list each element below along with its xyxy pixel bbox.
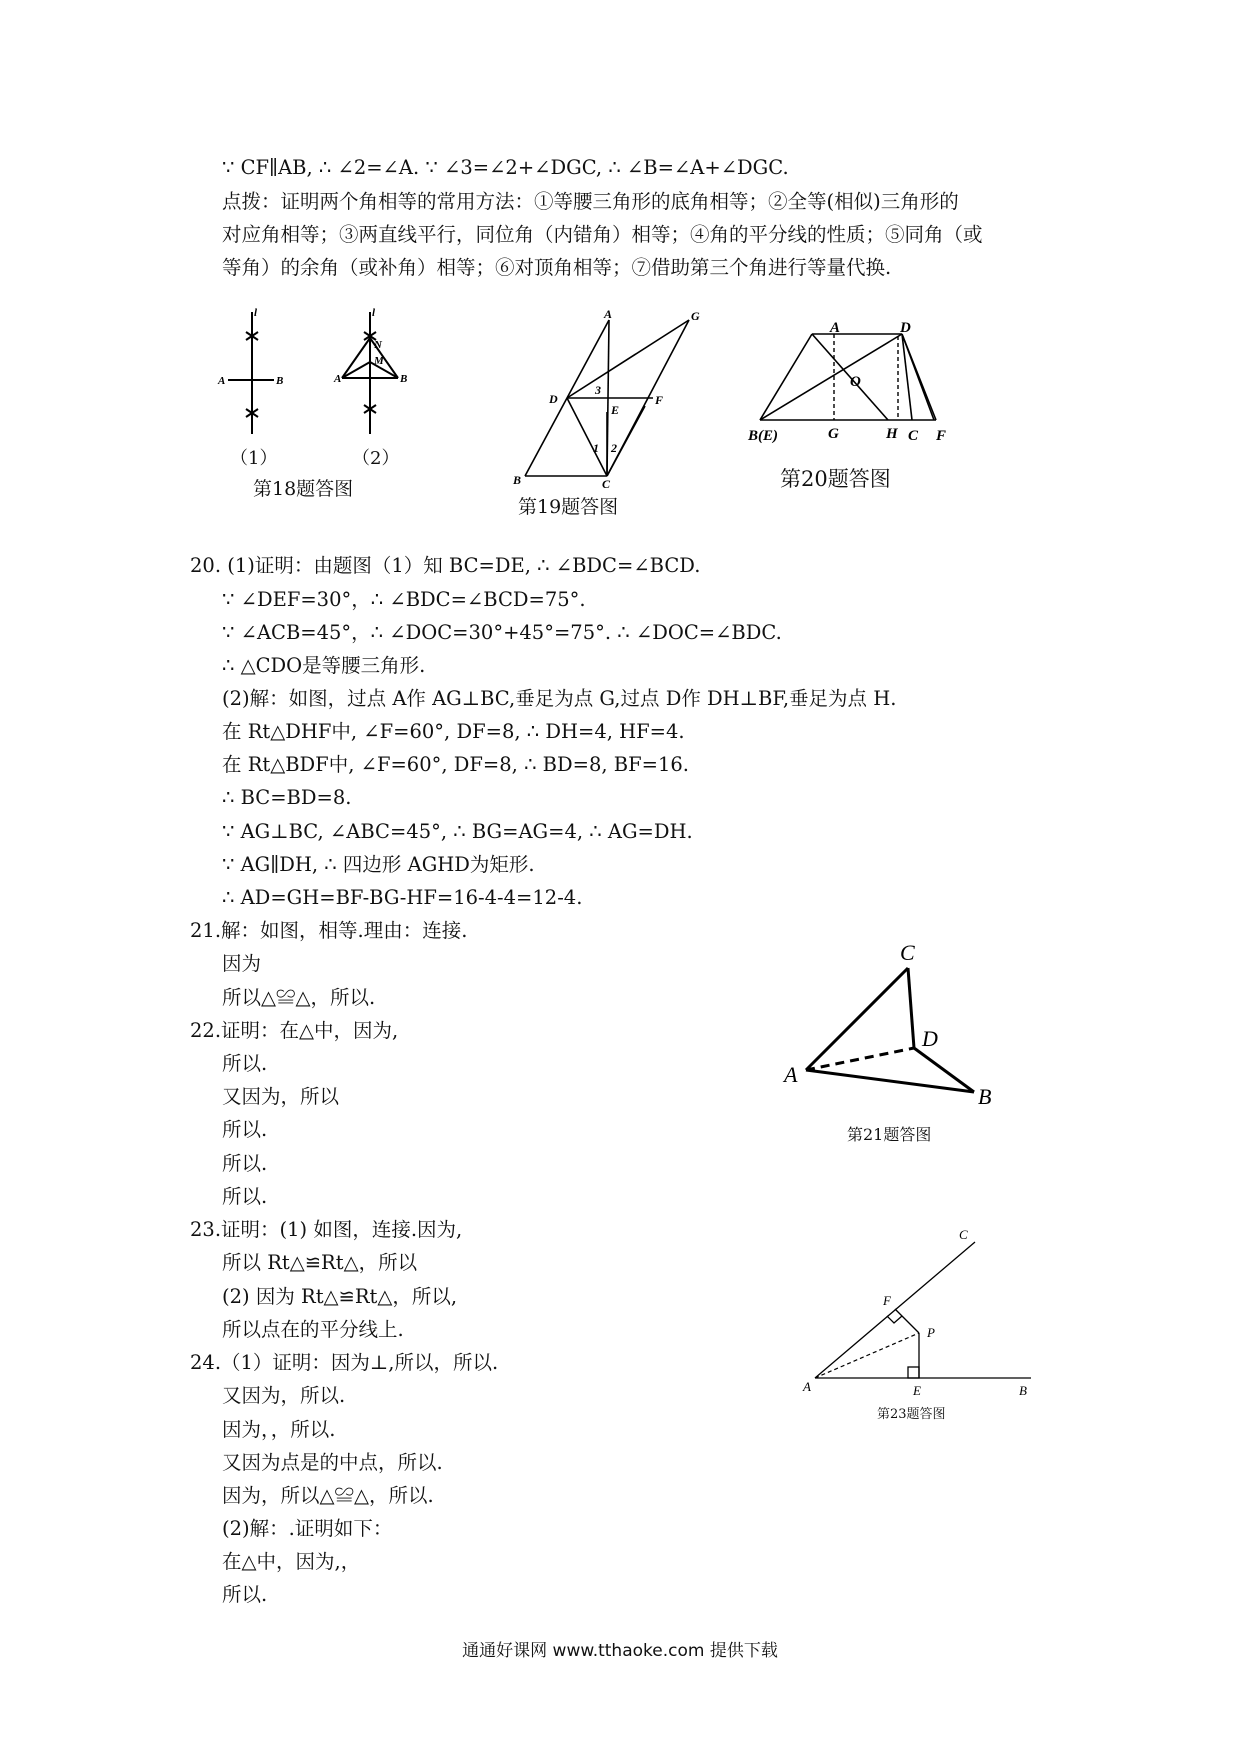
- q20-line-4: ∴ △CDO是等腰三角形.: [222, 654, 426, 677]
- q23-line-3: (2) 因为 Rt△≌Rt△，所以,: [222, 1285, 458, 1308]
- q21-line-2: 因为: [222, 952, 262, 975]
- q20-line-11: ∴ AD=GH=BF-BG-HF=16-4-4=12-4.: [222, 886, 583, 909]
- fig20-label-a: A: [830, 320, 841, 336]
- fig20-label-f: F: [936, 428, 947, 444]
- q24-line-5: 因为，所以△≌△，所以.: [222, 1484, 434, 1507]
- q24-line-2: 又因为，所以.: [222, 1384, 346, 1407]
- q24-line-4: 又因为点是的中点，所以.: [222, 1451, 443, 1474]
- fig18-label-l2: l: [372, 307, 376, 319]
- fig18-label-a2: A: [334, 373, 342, 385]
- fig19-label-e: E: [611, 403, 620, 417]
- fig23-label-p: P: [927, 1325, 935, 1340]
- figure-19: [505, 306, 705, 491]
- figure-18: [210, 306, 430, 456]
- fig19-label-f: F: [655, 393, 664, 407]
- q21-line-1: 21.解：如图，相等.理由：连接.: [190, 919, 468, 942]
- fig19-label-c: C: [602, 477, 611, 491]
- fig21-label-b: B: [978, 1084, 992, 1109]
- q20-line-1: 20. (1)证明：由题图（1）知 BC=DE, ∴ ∠BDC=∠BCD.: [190, 554, 701, 577]
- fig20-label-c: C: [908, 428, 919, 444]
- fig18-label-l1: l: [254, 307, 258, 319]
- figure-21: [770, 930, 1020, 1110]
- fig20-label-g: G: [828, 426, 839, 442]
- q24-line-1: 24.（1）证明：因为⊥,所以，所以.: [190, 1351, 499, 1374]
- q20-line-6: 在 Rt△DHF中, ∠F=60°, DF=8, ∴ DH=4, HF=4.: [222, 720, 685, 743]
- q21-line-3: 所以△≌△，所以.: [222, 986, 376, 1009]
- q20-line-5: (2)解：如图，过点 A作 AG⊥BC,垂足为点 G,过点 D作 DH⊥BF,垂足为点 H.: [222, 687, 897, 710]
- fig18-caption: 第18题答图: [253, 478, 354, 500]
- fig18-sub-2: （2）: [352, 448, 400, 469]
- q22-line-4: 所以.: [222, 1118, 268, 1141]
- intro-line-2: 点拨：证明两个角相等的常用方法：①等腰三角形的底角相等；②全等(相似)三角形的: [222, 190, 959, 213]
- fig19-label-a: A: [604, 307, 613, 321]
- q23-line-4: 所以点在的平分线上.: [222, 1318, 404, 1341]
- fig23-label-e: E: [913, 1383, 921, 1398]
- q22-line-1: 22.证明：在△中，因为,: [190, 1019, 399, 1042]
- q22-line-2: 所以.: [222, 1052, 268, 1075]
- fig21-label-a: A: [784, 1062, 798, 1087]
- fig20-label-o: O: [850, 374, 861, 390]
- intro-line-1: ∵ CF∥AB, ∴ ∠2=∠A. ∵ ∠3=∠2+∠DGC, ∴ ∠B=∠A+∠DGC.: [222, 156, 789, 179]
- figure-20: [748, 320, 970, 444]
- fig19-label-1: 1: [593, 441, 599, 455]
- q22-line-6: 所以.: [222, 1185, 268, 1208]
- fig19-label-g: G: [691, 309, 700, 323]
- fig18-label-m: M: [374, 355, 384, 367]
- q23-line-2: 所以 Rt△≌Rt△，所以: [222, 1251, 418, 1274]
- fig18-label-n: N: [374, 339, 382, 351]
- fig23-caption: 第23题答图: [877, 1407, 946, 1422]
- q24-line-7: 在△中，因为,，: [222, 1550, 361, 1573]
- page-footer: 通通好课网 www.tthaoke.com 提供下载: [462, 1641, 778, 1661]
- fig18-label-b1: B: [276, 375, 284, 387]
- fig19-label-b: B: [513, 473, 522, 487]
- fig21-label-d: D: [922, 1026, 938, 1051]
- fig19-label-2: 2: [611, 441, 617, 455]
- fig23-label-b: B: [1019, 1383, 1027, 1398]
- intro-line-4: 等角）的余角（或补角）相等；⑥对顶角相等；⑦借助第三个角进行等量代换.: [222, 256, 892, 279]
- q22-line-3: 又因为，所以: [222, 1085, 340, 1108]
- q20-line-3: ∵ ∠ACB=45°，∴ ∠DOC=30°+45°=75°. ∴ ∠DOC=∠BDC.: [222, 621, 782, 644]
- q24-line-6: (2)解：.证明如下：: [222, 1517, 393, 1540]
- fig20-label-h: H: [886, 426, 898, 442]
- fig21-label-c: C: [900, 940, 915, 965]
- q20-line-9: ∵ AG⊥BC, ∠ABC=45°, ∴ BG=AG=4, ∴ AG=DH.: [222, 820, 693, 843]
- q20-line-8: ∴ BC=BD=8.: [222, 786, 352, 809]
- intro-line-3: 对应角相等；③两直线平行，同位角（内错角）相等；④角的平分线的性质；⑤同角（或: [222, 223, 983, 246]
- fig18-label-a1: A: [218, 375, 226, 387]
- fig19-label-3: 3: [595, 383, 601, 397]
- q22-line-5: 所以.: [222, 1152, 268, 1175]
- q24-line-3: 因为，，所以.: [222, 1418, 336, 1441]
- fig20-caption: 第20题答图: [780, 467, 891, 491]
- fig21-caption: 第21题答图: [847, 1125, 932, 1144]
- q20-line-10: ∵ AG∥DH, ∴ 四边形 AGHD为矩形.: [222, 853, 535, 876]
- fig20-label-be: B(E): [748, 428, 778, 444]
- fig20-label-d: D: [900, 320, 911, 336]
- q23-line-1: 23.证明：(1) 如图，连接.因为,: [190, 1218, 463, 1241]
- fig18-label-b2: B: [400, 373, 408, 385]
- q20-line-7: 在 Rt△BDF中, ∠F=60°, DF=8, ∴ BD=8, BF=16.: [222, 753, 690, 776]
- fig23-label-c: C: [959, 1227, 968, 1242]
- q20-line-2: ∵ ∠DEF=30°，∴ ∠BDC=∠BCD=75°.: [222, 588, 586, 611]
- q24-line-8: 所以.: [222, 1583, 268, 1606]
- fig18-sub-1: （1）: [230, 448, 278, 469]
- figure-23: [795, 1225, 1035, 1398]
- fig23-label-a: A: [803, 1379, 811, 1394]
- fig19-label-d: D: [549, 392, 558, 406]
- fig19-caption: 第19题答图: [518, 496, 619, 518]
- fig23-label-f: F: [883, 1293, 891, 1308]
